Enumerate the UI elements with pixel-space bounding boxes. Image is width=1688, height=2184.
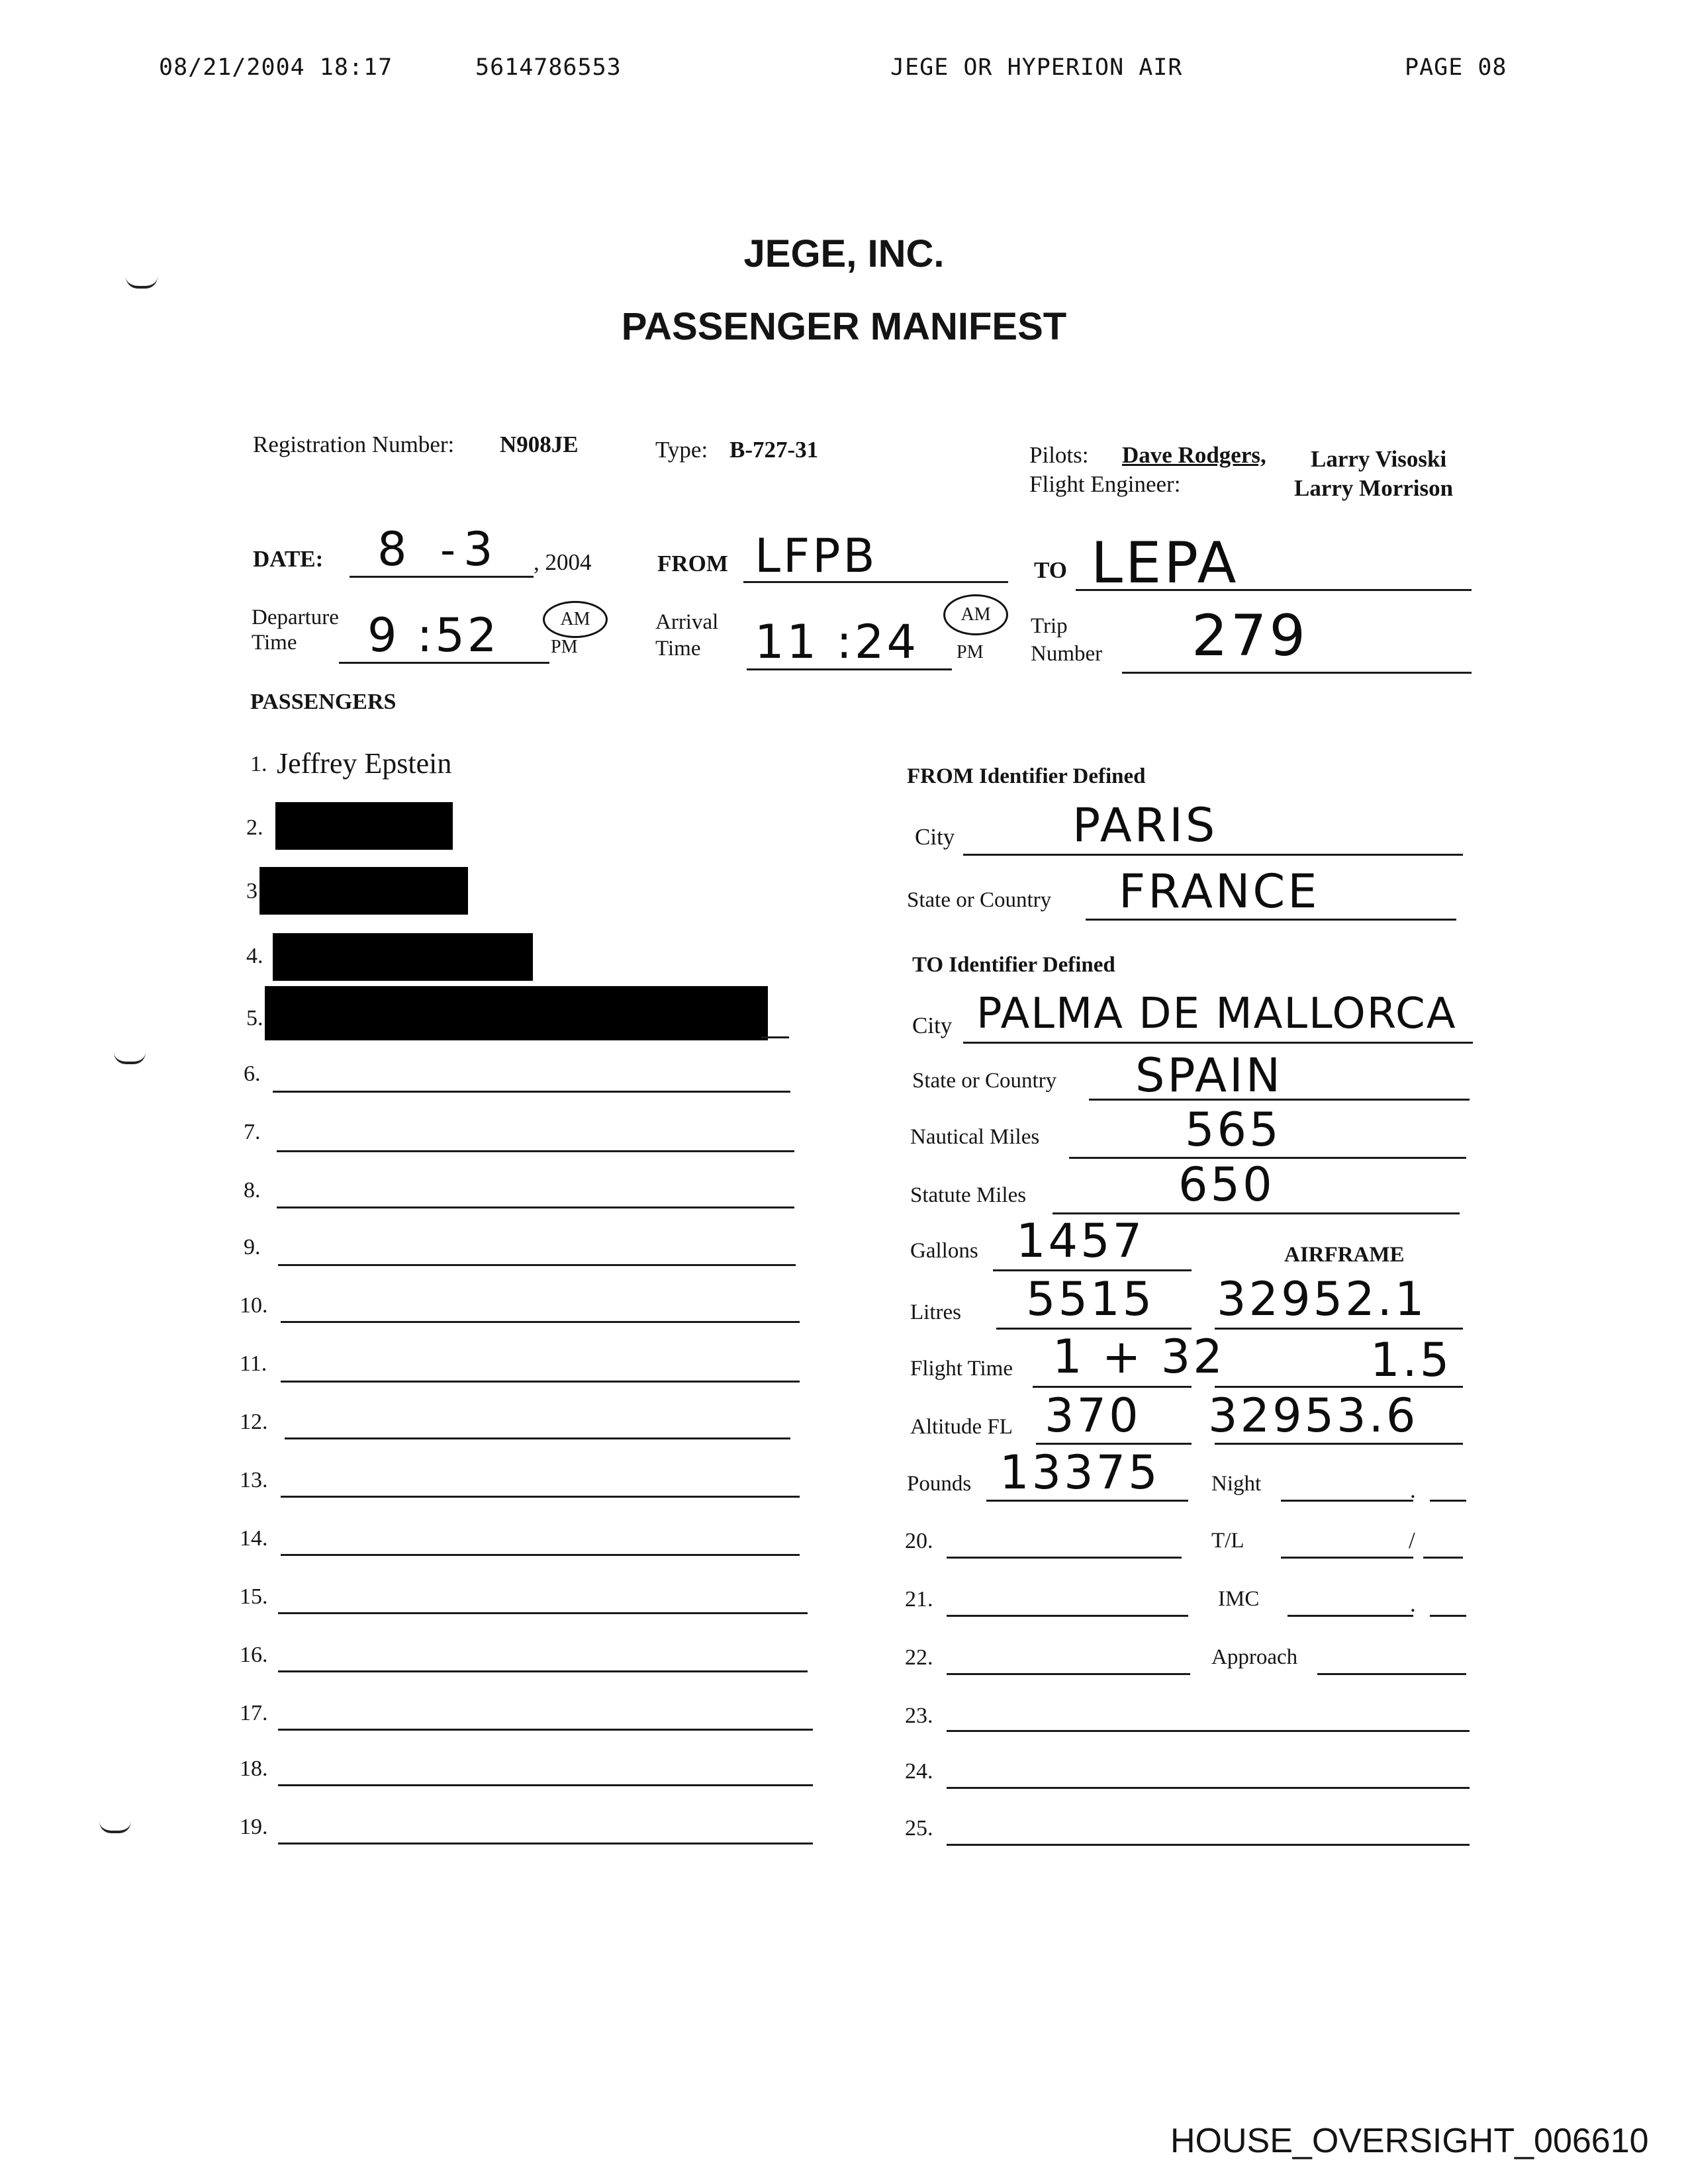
statute-miles-label: Statute Miles [910, 1183, 1027, 1207]
trip-label-2: Number [1031, 642, 1103, 666]
arrival-time: 11 :24 [755, 615, 919, 669]
departure-time: 9 :52 [367, 608, 500, 662]
airframe-start-value: 32952.1 [1217, 1272, 1427, 1326]
pilots-label: Pilots: [1029, 442, 1089, 468]
company-title: JEGE, INC. [743, 232, 945, 275]
nautical-miles-label: Nautical Miles [910, 1125, 1040, 1149]
from-state-label: State or Country [907, 888, 1052, 912]
passenger-number-17: 17. [240, 1701, 268, 1725]
tl-label: T/L [1211, 1529, 1244, 1553]
pounds-label: Pounds [907, 1472, 972, 1496]
date-month: 8 [377, 522, 410, 576]
statute-miles-value: 650 [1178, 1158, 1275, 1212]
passenger-number-4: 4. [246, 944, 263, 968]
passenger-number-23: 23. [905, 1704, 933, 1728]
trip-label-1: Trip [1031, 614, 1068, 638]
pilot-2: Larry Visoski [1311, 446, 1447, 472]
from-label: FROM [657, 551, 728, 576]
to-value: LEPA [1091, 530, 1239, 596]
flight-time-total: 1.5 [1370, 1333, 1452, 1387]
flight-time-value: 1 + 32 [1053, 1330, 1225, 1384]
fax-phone: 5614786553 [475, 54, 622, 81]
passenger-number-2: 2. [246, 815, 263, 840]
passenger-number-12: 12. [240, 1410, 268, 1434]
redaction-box [275, 802, 453, 850]
imc-label: IMC [1218, 1587, 1260, 1611]
gallons-label: Gallons [910, 1239, 978, 1263]
type-label: Type: [655, 437, 708, 463]
punch-mark [126, 277, 158, 289]
from-state-value: FRANCE [1119, 864, 1320, 919]
airframe-end-value: 32953.6 [1208, 1388, 1419, 1443]
night-label: Night [1211, 1472, 1262, 1496]
passenger-number-3: 3 [246, 879, 258, 903]
from-value: LFPB [755, 529, 878, 583]
tl-slash: / [1409, 1527, 1415, 1553]
to-city-label: City [912, 1013, 953, 1038]
fax-sender: JEGE OR HYPERION AIR [890, 54, 1183, 81]
date-label: DATE: [253, 546, 324, 572]
departure-label-1: Departure [252, 606, 339, 629]
passenger-number-25: 25. [905, 1816, 933, 1841]
passenger-number-20: 20. [905, 1529, 933, 1553]
gallons-value: 1457 [1016, 1214, 1145, 1268]
registration-value: N908JE [500, 432, 579, 457]
date-day: 3 [463, 522, 496, 576]
night-dot: . [1410, 1477, 1416, 1503]
registration-label: Registration Number: [253, 432, 455, 457]
litres-value: 5515 [1026, 1272, 1155, 1326]
arrival-am-circled: AM [943, 594, 1008, 635]
passenger-number-8: 8. [244, 1178, 261, 1203]
passenger-number-18: 18. [240, 1756, 268, 1781]
fax-datetime: 08/21/2004 18:17 [159, 54, 393, 81]
to-label: TO [1034, 557, 1067, 583]
pounds-value: 13375 [1000, 1445, 1160, 1500]
passenger-number-6: 6. [244, 1062, 261, 1086]
arrival-label-1: Arrival [655, 610, 719, 634]
passenger-number-7: 7. [244, 1120, 261, 1144]
imc-dot: . [1410, 1591, 1416, 1617]
fax-page: PAGE 08 [1405, 54, 1507, 81]
pilot-1: Dave Rodgers, [1122, 442, 1266, 468]
engineer-label: Flight Engineer: [1029, 471, 1181, 497]
redaction-box [265, 986, 768, 1040]
punch-mark [99, 1821, 131, 1833]
passenger-number-19: 19. [240, 1815, 268, 1839]
altitude-label: Altitude FL [910, 1415, 1013, 1439]
airframe-label: AIRFRAME [1284, 1243, 1405, 1267]
passenger-number-10: 10. [240, 1293, 268, 1318]
redaction-box [259, 867, 468, 915]
passenger-name-1: Jeffrey Epstein [277, 747, 452, 780]
passenger-number-9: 9. [244, 1235, 261, 1259]
passenger-number-22: 22. [905, 1645, 933, 1670]
passenger-number-13: 13. [240, 1468, 268, 1492]
date-separator: - [440, 526, 459, 575]
to-identifier-heading: TO Identifier Defined [912, 953, 1115, 977]
passenger-number-15: 15. [240, 1584, 268, 1609]
altitude-value: 370 [1045, 1388, 1141, 1443]
from-city-value: PARIS [1072, 798, 1218, 852]
departure-pm: PM [551, 637, 578, 657]
departure-am-circled: AM [543, 601, 608, 638]
arrival-pm: PM [957, 642, 984, 662]
redaction-box [273, 933, 533, 981]
departure-label-2: Time [252, 631, 297, 655]
passenger-number-24: 24. [905, 1759, 933, 1784]
bates-number: HOUSE_OVERSIGHT_006610 [1170, 2122, 1649, 2160]
to-state-value: SPAIN [1135, 1048, 1284, 1103]
flight-time-label: Flight Time [910, 1357, 1013, 1381]
document-title: PASSENGER MANIFEST [621, 305, 1067, 348]
trip-number: 279 [1192, 603, 1309, 669]
punch-mark [114, 1052, 146, 1064]
type-value: B-727-31 [729, 437, 819, 463]
passenger-number-5: 5. [246, 1006, 263, 1030]
engineer-value: Larry Morrison [1294, 475, 1454, 501]
nautical-miles-value: 565 [1185, 1103, 1282, 1157]
passenger-number-21: 21. [905, 1587, 933, 1612]
passenger-number-16: 16. [240, 1643, 268, 1667]
arrival-label-2: Time [655, 637, 701, 660]
to-city-value: PALMA DE MALLORCA [976, 989, 1457, 1038]
date-year: , 2004 [534, 549, 592, 575]
litres-label: Litres [910, 1300, 961, 1324]
to-state-label: State or Country [912, 1069, 1057, 1093]
passenger-number-11: 11. [240, 1351, 267, 1376]
from-city-label: City [915, 824, 955, 850]
passengers-heading: PASSENGERS [250, 690, 397, 714]
approach-label: Approach [1211, 1645, 1298, 1669]
passenger-number-1: 1. [250, 752, 267, 776]
passenger-number-14: 14. [240, 1526, 268, 1551]
from-identifier-heading: FROM Identifier Defined [907, 764, 1146, 788]
